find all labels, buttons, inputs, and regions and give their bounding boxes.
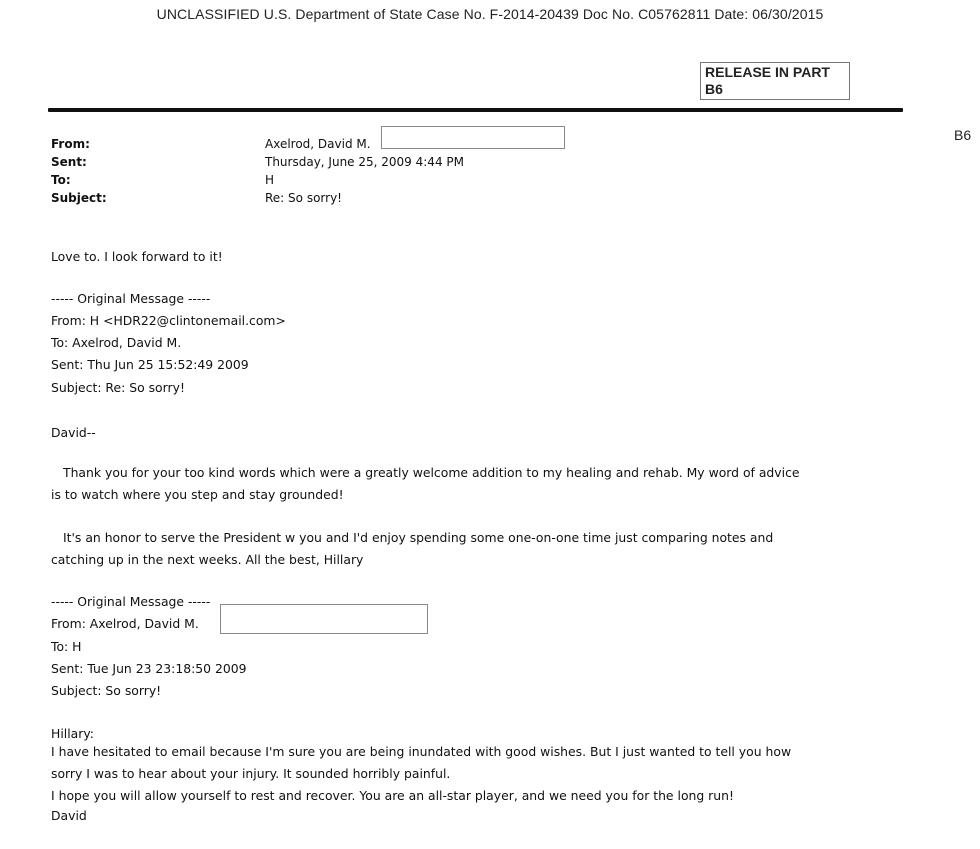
orig1-to: To: Axelrod, David M. (51, 335, 182, 350)
redaction-box-from (381, 126, 565, 149)
release-stamp-title: RELEASE IN PART (705, 64, 830, 80)
release-stamp (700, 62, 850, 100)
from-value: Axelrod, David M. (265, 137, 371, 151)
reply-text: Love to. I look forward to it! (51, 249, 223, 264)
subject-value: Re: So sorry! (265, 191, 342, 205)
orig2-line1: I have hesitated to email because I'm sure you are being inundated with good wishes. But I just wanted to tell you how (51, 744, 792, 759)
subject-label: Subject: (51, 191, 107, 205)
orig2-to: To: H (51, 639, 82, 654)
orig2-greeting: Hillary: (51, 726, 94, 741)
orig1-para2-line1: It's an honor to serve the President w you and I'd enjoy spending some one-on-one time just comparing notes and (63, 530, 774, 545)
sent-label: Sent: (51, 155, 87, 169)
orig1-para1-line2: is to watch where you step and stay grounded! (51, 487, 344, 502)
orig2-sent: Sent: Tue Jun 23 23:18:50 2009 (51, 661, 247, 676)
sent-value: Thursday, June 25, 2009 4:44 PM (265, 155, 464, 169)
orig1-para1-line1: Thank you for your too kind words which were a greatly welcome addition to my healing and rehab. My word of advice (63, 465, 800, 480)
header-divider (48, 108, 903, 112)
orig2-signature: David (51, 808, 87, 823)
side-exemption-code: B6 (954, 127, 972, 143)
classification-header: UNCLASSIFIED U.S. Department of State Case No. F-2014-20439 Doc No. C05762811 Date: 06/30/2015 (156, 6, 824, 22)
original-message-separator-1: ----- Original Message ----- (51, 291, 211, 306)
orig1-from: From: H <HDR22@clintonemail.com> (51, 313, 286, 328)
original-message-separator-2: ----- Original Message ----- (51, 594, 211, 609)
from-label: From: (51, 137, 90, 151)
to-value: H (265, 173, 275, 187)
orig2-line3: I hope you will allow yourself to rest and recover. You are an all-star player, and we need you for the long run! (51, 788, 734, 803)
orig2-from: From: Axelrod, David M. (51, 616, 199, 631)
orig2-subject: Subject: So sorry! (51, 683, 162, 698)
orig2-line2: sorry I was to hear about your injury. It sounded horribly painful. (51, 766, 451, 781)
orig1-para2-line2: catching up in the next weeks. All the best, Hillary (51, 552, 364, 567)
orig1-subject: Subject: Re: So sorry! (51, 380, 185, 395)
to-label: To: (51, 173, 71, 187)
orig1-greeting: David-- (51, 425, 96, 440)
redaction-box-orig-from (220, 604, 428, 634)
release-stamp-code: B6 (705, 81, 723, 97)
orig1-sent: Sent: Thu Jun 25 15:52:49 2009 (51, 357, 249, 372)
